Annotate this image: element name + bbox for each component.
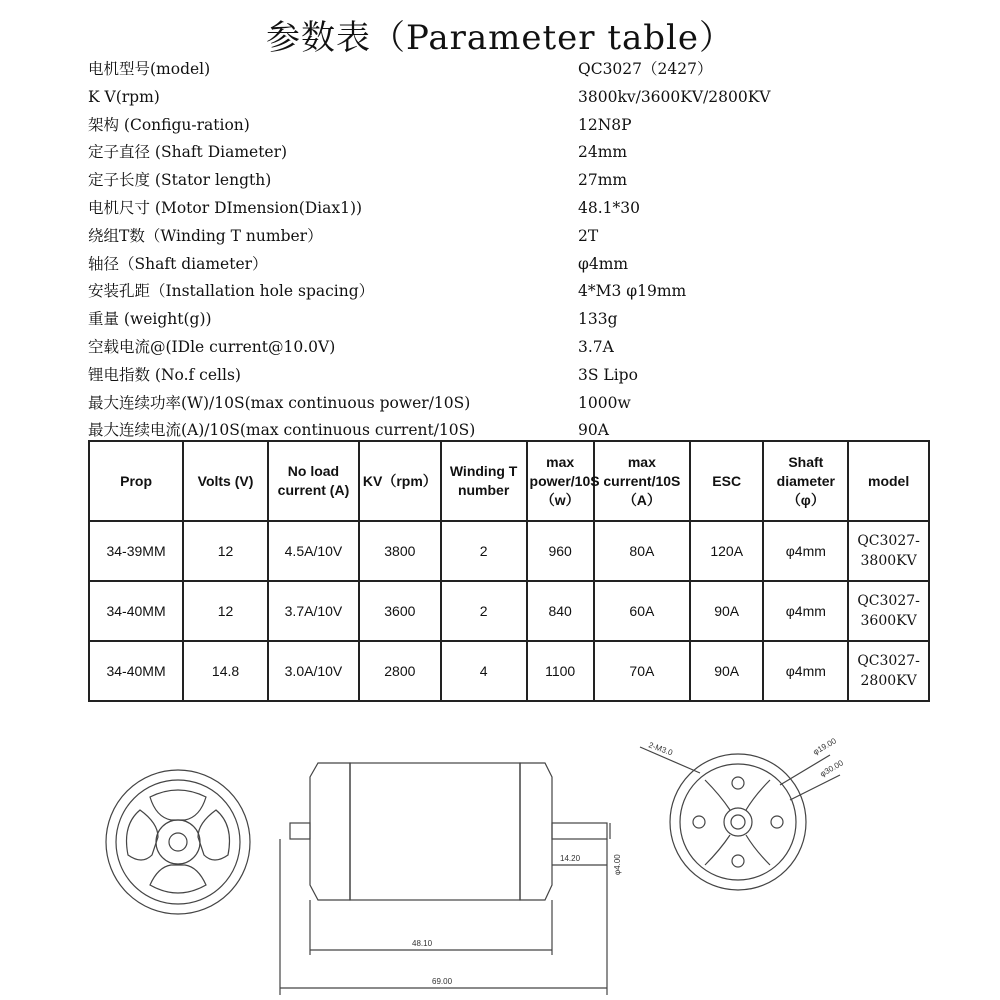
dim-shaft-length: 14.20 [560, 854, 581, 863]
param-row [88, 139, 928, 167]
table-cell: 90A [690, 641, 763, 701]
param-value: QC3027（2427） [578, 60, 713, 78]
column-header: ESC [690, 441, 763, 521]
table-cell: 80A [594, 521, 690, 581]
table-cell-model: QC3027-2800KV [848, 641, 929, 701]
param-value: 1000w [578, 393, 631, 412]
param-value: 24mm [578, 143, 628, 162]
param-label: 安装孔距（Installation hole spacing） [88, 282, 375, 301]
param-value: 27mm [578, 171, 628, 190]
table-row [89, 641, 929, 701]
page-title: 参数表（Parameter table） [265, 18, 735, 58]
motor-end-view-left [106, 770, 250, 914]
column-header: Winding T number [441, 441, 527, 521]
column-header: max current/10S（A） [594, 441, 690, 521]
table-cell: φ4mm [763, 521, 848, 581]
dim-mount-holes: 2-M3.0 [647, 740, 674, 758]
param-value: 48.1*30 [578, 198, 640, 217]
param-value: 3S Lipo [578, 365, 638, 384]
table-cell: 60A [594, 581, 690, 641]
parameter-list [88, 56, 928, 445]
param-label: 架构 (Configu-ration) [88, 115, 250, 134]
column-header: model [848, 441, 929, 521]
param-row [88, 306, 928, 334]
param-label: 绕组T数（Winding T number） [88, 226, 323, 245]
param-row [88, 112, 928, 140]
param-row [88, 334, 928, 362]
table-cell: 12 [183, 581, 268, 641]
table-cell: 34-40MM [89, 641, 183, 701]
param-value: 3.7A [578, 337, 614, 356]
column-header: Shaft diameter（φ） [763, 441, 848, 521]
table-cell: 3800 [359, 521, 441, 581]
param-label: 锂电指数 (No.f cells) [88, 365, 241, 384]
param-label: 定子长度 (Stator length) [88, 171, 272, 190]
table-header-row [89, 441, 929, 521]
param-label: 最大连续功率(W)/10S(max continuous power/10S) [88, 393, 471, 412]
dim-outer-diameter: φ30.00 [818, 758, 845, 779]
spec-table [88, 440, 930, 702]
dim-total-length: 69.00 [432, 977, 453, 986]
column-header: Prop [89, 441, 183, 521]
param-row [88, 56, 928, 84]
dim-shaft-diameter: φ4.00 [613, 854, 622, 875]
param-label: 电机型号(model) [88, 60, 211, 78]
param-label: 重量 (weight(g)) [88, 310, 212, 329]
param-row [88, 390, 928, 418]
table-row [89, 521, 929, 581]
param-row [88, 362, 928, 390]
dim-hole-circle: φ19.00 [811, 736, 838, 757]
table-cell: 3600 [359, 581, 441, 641]
table-cell: 3.0A/10V [268, 641, 359, 701]
table-row [89, 581, 929, 641]
param-value: 3800kv/3600KV/2800KV [578, 87, 771, 106]
param-row [88, 84, 928, 112]
param-label: K V(rpm) [88, 87, 160, 106]
table-cell: 2800 [359, 641, 441, 701]
param-label: 轴径（Shaft diameter） [88, 254, 268, 273]
param-value: 133g [578, 310, 618, 329]
column-header: KV（rpm） [359, 441, 441, 521]
column-header: No load current (A) [268, 441, 359, 521]
table-cell: 960 [527, 521, 594, 581]
table-cell: φ4mm [763, 581, 848, 641]
dim-body-length: 48.10 [412, 939, 433, 948]
table-cell: 3.7A/10V [268, 581, 359, 641]
param-label: 空载电流@(IDle current@10.0V) [88, 337, 336, 356]
table-cell: 90A [690, 581, 763, 641]
table-cell: 1100 [527, 641, 594, 701]
param-label: 定子直径 (Shaft Diameter) [88, 143, 288, 162]
table-cell: 120A [690, 521, 763, 581]
param-row [88, 278, 928, 306]
param-row [88, 251, 928, 279]
column-header: Volts (V) [183, 441, 268, 521]
table-cell: 14.8 [183, 641, 268, 701]
table-cell-model: QC3027-3800KV [848, 521, 929, 581]
param-value: 90A [578, 421, 609, 440]
param-value: 2T [578, 226, 599, 245]
table-cell: 4 [441, 641, 527, 701]
motor-technical-drawing [0, 725, 1000, 1000]
param-row [88, 167, 928, 195]
table-cell: 34-40MM [89, 581, 183, 641]
table-cell: 34-39MM [89, 521, 183, 581]
table-cell: 840 [527, 581, 594, 641]
param-row [88, 195, 928, 223]
table-cell-model: QC3027-3600KV [848, 581, 929, 641]
param-value: 4*M3 φ19mm [578, 282, 687, 301]
param-value: 12N8P [578, 115, 632, 134]
param-label: 最大连续电流(A)/10S(max continuous current/10S) [88, 421, 476, 440]
motor-side-view [280, 763, 610, 995]
param-row [88, 223, 928, 251]
table-cell: 12 [183, 521, 268, 581]
table-cell: 2 [441, 521, 527, 581]
table-cell: 2 [441, 581, 527, 641]
param-value: φ4mm [578, 254, 629, 273]
table-cell: 70A [594, 641, 690, 701]
table-cell: φ4mm [763, 641, 848, 701]
column-header: max power/10S（w） [527, 441, 594, 521]
param-label: 电机尺寸 (Motor DImension(Diax1)) [88, 198, 363, 217]
motor-end-view-right [640, 747, 840, 890]
table-cell: 4.5A/10V [268, 521, 359, 581]
